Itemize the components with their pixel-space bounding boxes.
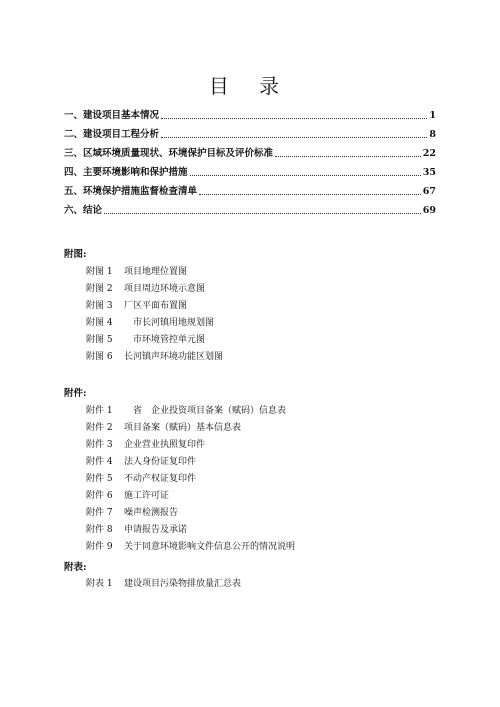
list-item: [86, 418, 295, 435]
list-item: [86, 401, 295, 418]
item-number: 附件 8: [86, 525, 113, 535]
item-text: 市长河镇用地规划图: [124, 318, 215, 328]
toc-entry-page: 22: [422, 148, 436, 159]
list-item: [86, 537, 295, 554]
list-item: [86, 435, 295, 452]
item-text: 项目周边环境示意图: [124, 284, 206, 294]
item-number: 附件 7: [86, 508, 113, 518]
item-number: 附图 6: [86, 352, 113, 362]
item-text: 关于同意环境影响文件信息公开的情况说明: [124, 542, 296, 552]
toc-entry: [64, 141, 436, 160]
item-number: 附件 9: [86, 542, 113, 552]
list-item: [86, 262, 223, 279]
tables-list: [86, 574, 241, 591]
list-item: [86, 296, 223, 313]
toc-entry-page: 8: [429, 129, 436, 140]
list-item: [86, 503, 295, 520]
toc-leader-dots: [190, 174, 421, 176]
item-text: 法人身份证复印件: [124, 457, 197, 467]
toc-entry-page: 67: [422, 186, 436, 197]
item-number: 附图 3: [86, 301, 113, 311]
tables-heading: 附表:: [64, 562, 87, 573]
item-number: 附图 5: [86, 335, 113, 345]
figures-list: [86, 262, 223, 364]
item-text: 噪声检测报告: [124, 508, 179, 518]
list-item: [86, 486, 295, 503]
toc-entry-page: 69: [422, 205, 436, 216]
toc-entry: [64, 179, 436, 198]
item-text: 项目地理位置图: [124, 267, 188, 277]
list-item: [86, 520, 295, 537]
item-number: 附件 5: [86, 474, 113, 484]
item-number: 附件 2: [86, 423, 113, 433]
item-number: 附表 1: [86, 579, 113, 589]
attachments-heading: 附件:: [64, 388, 87, 399]
toc-entry-page: 1: [429, 110, 436, 121]
item-text: 企业营业执照复印件: [124, 440, 206, 450]
figures-heading: 附图:: [64, 249, 87, 260]
toc-entry: [64, 160, 436, 179]
toc-leader-dots: [199, 193, 421, 195]
toc-entry: [64, 122, 436, 141]
list-item: [86, 469, 295, 486]
item-number: 附图 4: [86, 318, 113, 328]
item-text: 项目备案（赋码）基本信息表: [124, 423, 242, 433]
list-item: [86, 330, 223, 347]
toc-entry: [64, 103, 436, 122]
item-number: 附件 1: [86, 406, 113, 416]
toc-entry-label: 三、区域环境质量现状、环境保护目标及评价标准: [64, 148, 274, 159]
item-text: 施工许可证: [124, 491, 170, 501]
toc-leader-dots: [275, 155, 421, 157]
list-item: [86, 313, 223, 330]
toc-entry-page: 35: [422, 167, 436, 178]
toc-entry-label: 五、环境保护措施监督检查清单: [64, 186, 198, 197]
item-text: 厂区平面布置图: [124, 301, 188, 311]
table-of-contents: [64, 103, 436, 217]
item-text: 长河镇声环境功能区划图: [124, 352, 224, 362]
item-text: 建设项目污染物排放量汇总表: [124, 579, 242, 589]
toc-entry-label: 二、建设项目工程分析: [64, 129, 160, 140]
attachments-list: [86, 401, 295, 554]
list-item: [86, 347, 223, 364]
item-text: 申请报告及承诺: [124, 525, 188, 535]
toc-entry: [64, 198, 436, 217]
toc-entry-label: 四、主要环境影响和保护措施: [64, 167, 188, 178]
toc-leader-dots: [161, 136, 427, 138]
list-item: [86, 574, 241, 591]
item-text: 省 企业投资项目备案（赋码）信息表: [124, 406, 287, 416]
list-item: [86, 279, 223, 296]
item-number: 附图 1: [86, 267, 113, 277]
toc-entry-label: 一、建设项目基本情况: [64, 110, 160, 121]
toc-leader-dots: [161, 117, 427, 119]
toc-entry-label: 六、结论: [64, 205, 103, 216]
item-number: 附件 3: [86, 440, 113, 450]
item-text: 市环境管控单元图: [124, 335, 206, 345]
page-title: 目 录: [208, 74, 292, 98]
list-item: [86, 452, 295, 469]
toc-leader-dots: [104, 212, 421, 214]
item-number: 附图 2: [86, 284, 113, 294]
item-text: 不动产权证复印件: [124, 474, 197, 484]
item-number: 附件 6: [86, 491, 113, 501]
item-number: 附件 4: [86, 457, 113, 467]
